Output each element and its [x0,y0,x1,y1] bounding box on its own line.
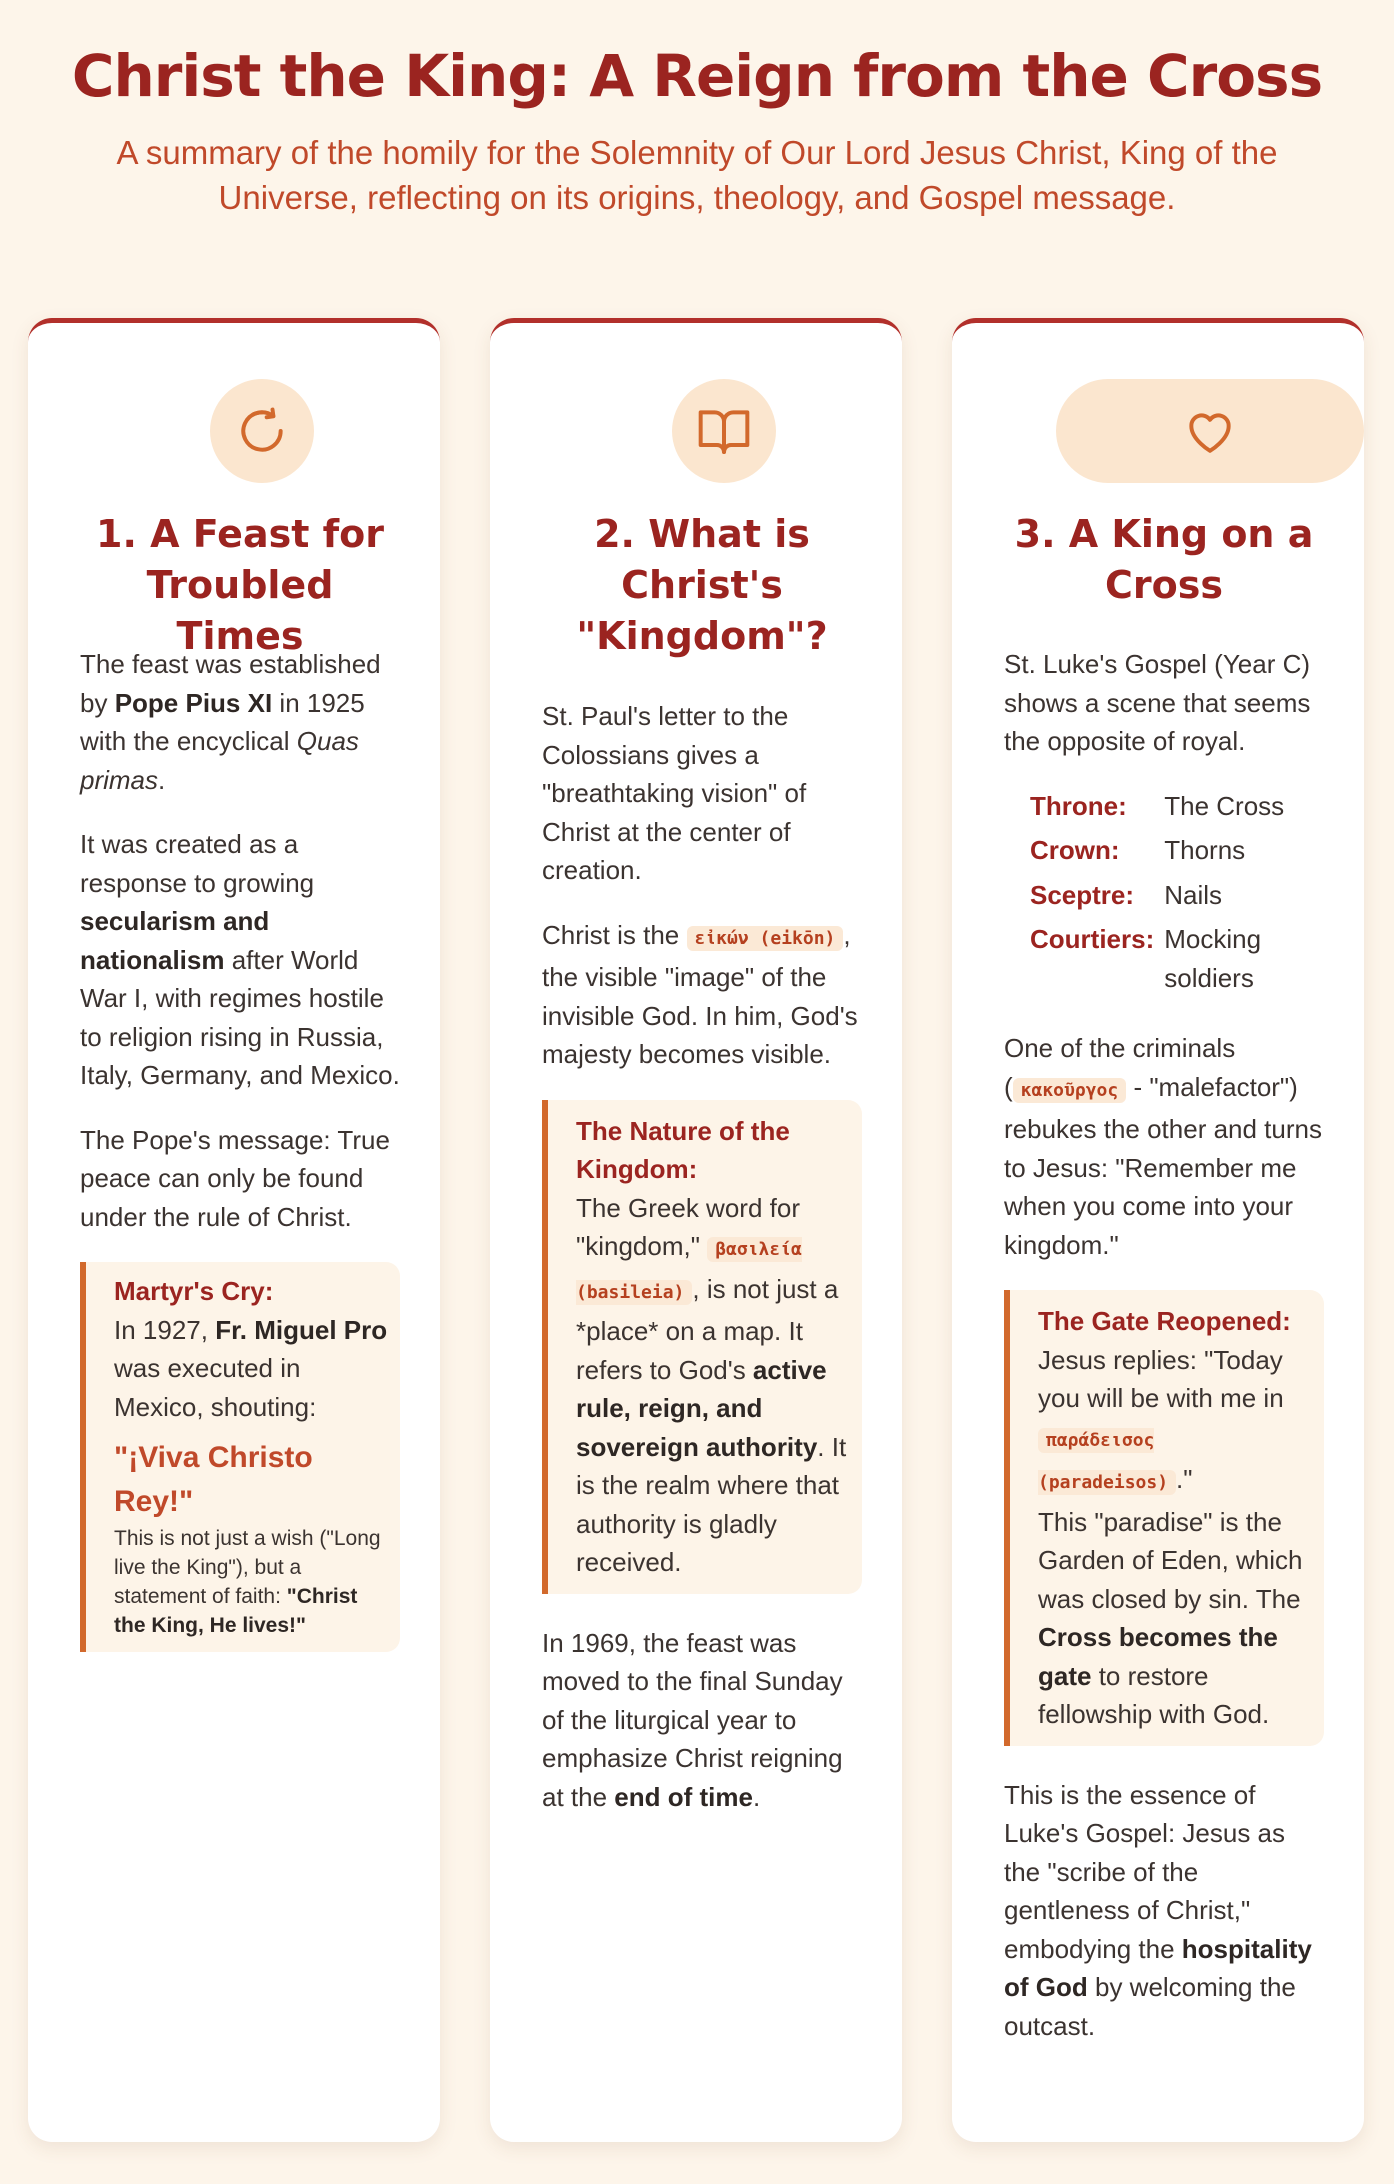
viva-cristo-rey: "¡Viva Christo Rey!" [114,1441,313,1518]
callout-gate-reopened [1004,1290,1324,1746]
paragraph: It was created as a response to growing secularism and nationalism after World War I, with regimes hostile to religion rising in Russia, Italy, Germany, and Mexico. [80,829,400,1090]
callout-text: The Greek word for "kingdom," βασιλεία (basileia) , is not just a *place* on a map. It refers to God's active rule, reign, and sovereign authority. It is the realm where that authority is gladly received. [576,1192,847,1577]
callout-title: The Nature of the Kingdom: [576,1115,790,1184]
callout-text: This "paradise" is the Garden of Eden, which was closed by sin. The Cross becomes the gate to restore fellowship with God. [1038,1506,1303,1729]
paragraph: Christ is the εἰκών (eikōn) , the visible "image" of the invisible God. In him, God's majesty becomes visible. [542,919,858,1069]
open-book-icon [672,379,776,483]
table-row: Sceptre: Nails [1030,879,1223,910]
card-feast-troubled-times [28,318,440,2142]
table-row: Courtiers: Mocking soldiers [1030,924,1262,993]
card-heading: 2. What is Christ's "Kingdom"? [576,512,828,658]
page-header [0,40,1394,220]
callout-title: Martyr's Cry: [114,1276,274,1306]
table-row: Crown: Thorns [1030,835,1246,865]
greek-term: εἰκών (eikōn) [687,926,844,951]
card-king-on-cross [952,318,1364,2142]
paragraph: The Pope's message: True peace can only be found under the rule of Christ. [80,1124,390,1232]
callout-martyrs-cry [80,1262,400,1652]
refresh-circle-icon [210,379,314,483]
heart-icon [1056,379,1364,483]
callout-title: The Gate Reopened: [1038,1306,1291,1336]
paragraph: This is the essence of Luke's Gospel: Jesus as the "scribe of the gentleness of Christ," embodying the hospitality of God by welcoming the outcast. [1004,1779,1312,2041]
callout-text: Jesus replies: "Today you will be with me in παράδεισος (paradeisos) ." [1038,1344,1284,1494]
page-subtitle: A summary of the homily for the Solemnity of Our Lord Jesus Christ, King of the Universe, reflecting on its origins, theology, and Gospel message. [116,134,1278,216]
paragraph: The feast was established by Pope Pius XI in 1925 with the encyclical Quas primas. [80,649,381,795]
greek-term: κακοῦργος [1013,1078,1127,1103]
paragraph: In 1969, the feast was moved to the final Sunday of the liturgical year to emphasize Christ reigning at the end of time. [542,1627,843,1812]
greek-term: παράδεισος (paradeisos) [1038,1428,1176,1496]
greek-term: βασιλεία (basileia) [576,1239,802,1303]
callout-text: In 1927, Fr. Miguel Pro was executed in Mexico, shouting: [114,1314,388,1422]
paragraph: One of the criminals ( κακοῦργος - "malefactor") rebukes the other and turns to Jesus: "Remember me when you come into your kingdom." [1004,1033,1322,1260]
paragraph: St. Paul's letter to the Colossians gives a "breathtaking vision" of Christ at the center of creation. [542,701,807,885]
callout-nature-of-kingdom [542,1100,862,1594]
card-heading: 1. A Feast for Troubled Times [96,512,384,658]
paragraph: St. Luke's Gospel (Year C) shows a scene that seems the opposite of royal. [1004,649,1311,756]
card-heading: 3. A King on a Cross [1014,512,1314,607]
callout-note: This is not just a wish ("Long live the King"), but a statement of faith: "Christ the King, He lives!" [114,1527,381,1637]
card-christs-kingdom [490,318,902,2142]
table-row: Throne: The Cross [1030,790,1285,821]
royal-paradox-table [1030,787,1324,1004]
page-title: Christ the King: A Reign from the Cross [71,42,1323,110]
